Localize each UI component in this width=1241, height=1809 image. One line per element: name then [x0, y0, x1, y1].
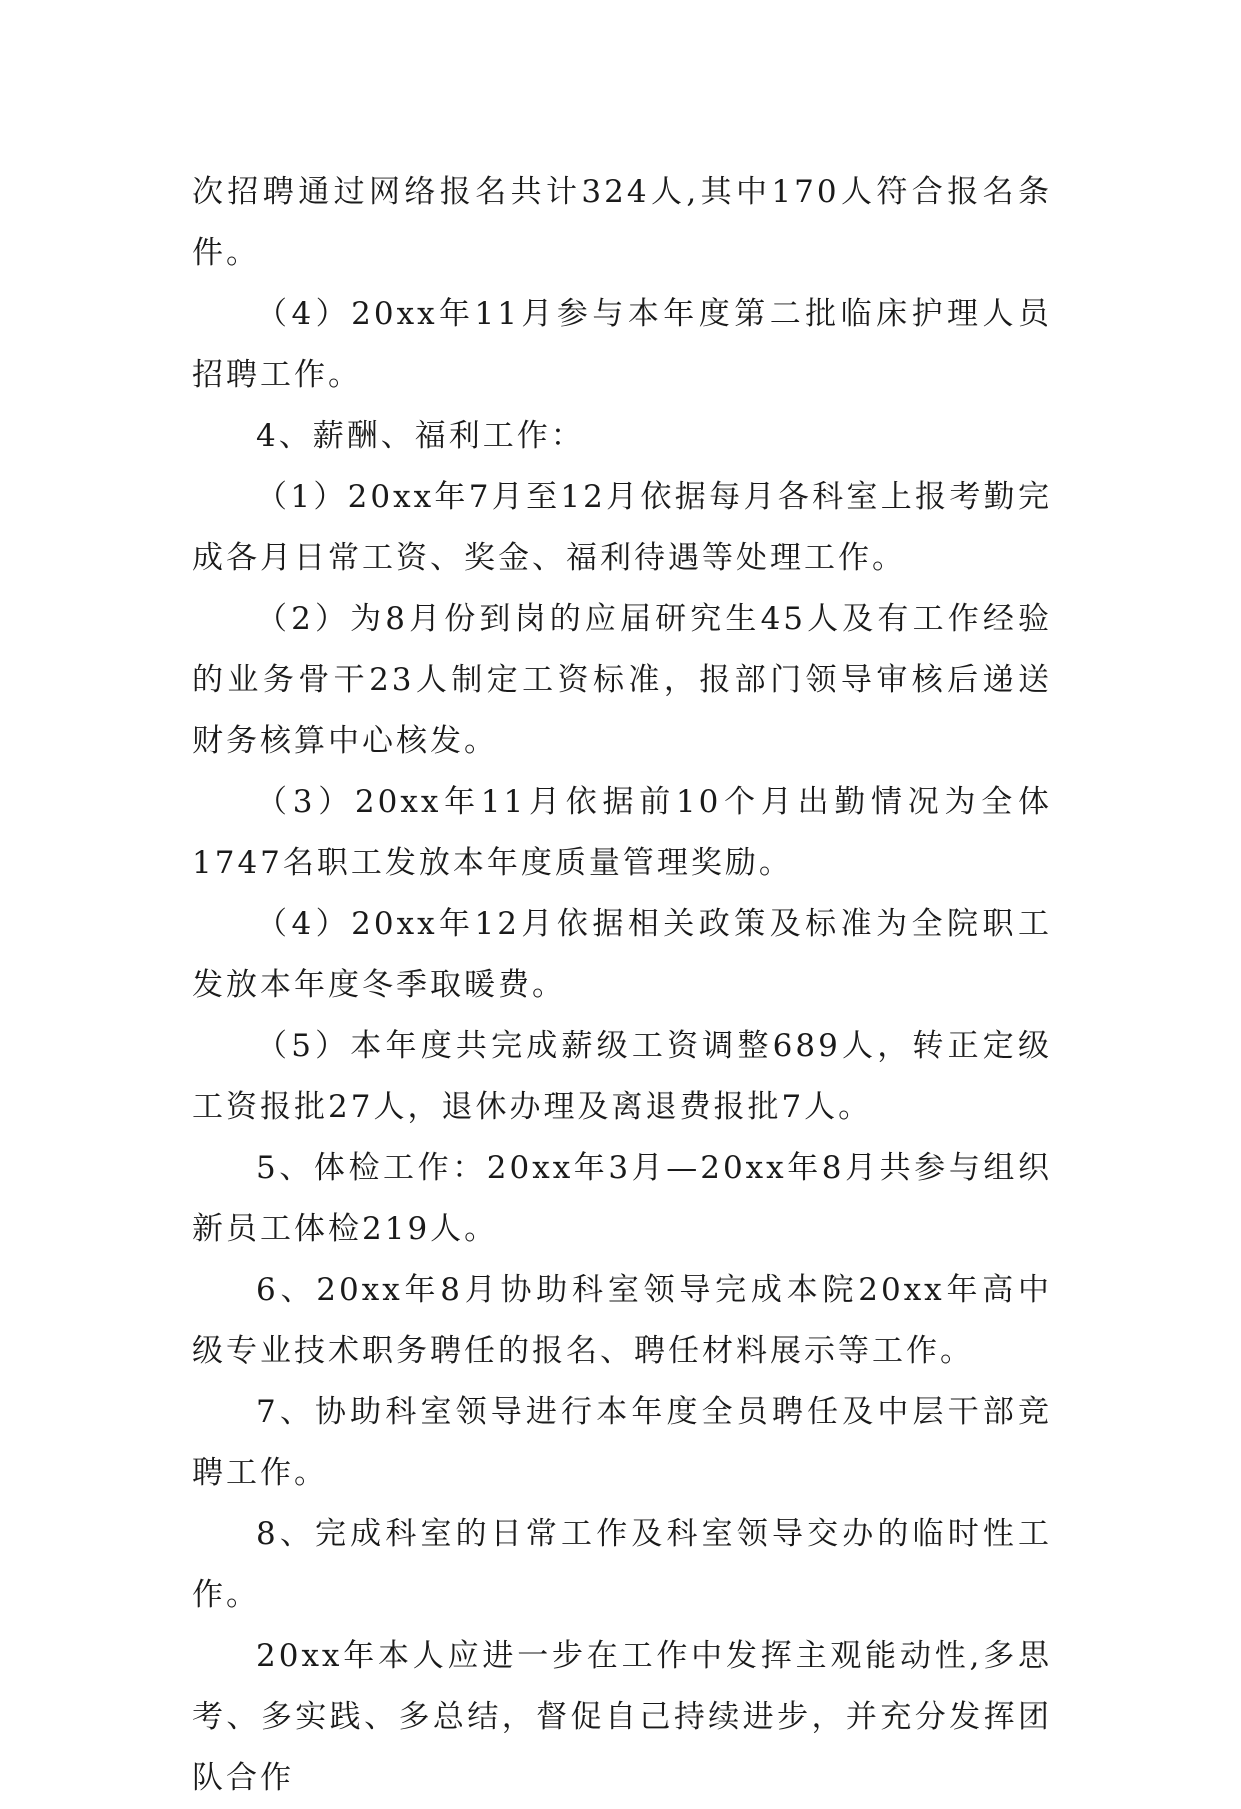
paragraph-salary-2: （2）为8月份到岗的应届研究生45人及有工作经验的业务骨干23人制定工资标准，报部门领导审核后递送财务核算中心核发。: [192, 601, 1052, 759]
paragraph-recruitment-4: （4）20xx年11月参与本年度第二批临床护理人员招聘工作。: [192, 296, 1052, 393]
paragraph-staff-appointment: 7、协助科室领导进行本年度全员聘任及中层干部竞聘工作。: [192, 1394, 1052, 1491]
paragraph-salary-5: （5）本年度共完成薪级工资调整689人，转正定级工资报批27人，退休办理及离退费报批7人。: [192, 1028, 1052, 1125]
section-heading-salary-welfare: 4、薪酬、福利工作：: [256, 418, 585, 454]
paragraph-plan: 20xx年本人应进一步在工作中发挥主观能动性,多思考、多实践、多总结，督促自己持续进步，并充分发挥团队合作: [192, 1638, 1052, 1796]
document-body: [192, 162, 1052, 1809]
paragraph-continuation: 次招聘通过网络报名共计324人,其中170人符合报名条件。: [192, 174, 1052, 271]
paragraph-daily-work: 8、完成科室的日常工作及科室领导交办的临时性工作。: [192, 1516, 1052, 1613]
paragraph-health-check: 5、体检工作：20xx年3月—20xx年8月共参与组织新员工体检219人。: [192, 1150, 1052, 1247]
paragraph-salary-3: （3）20xx年11月依据前10个月出勤情况为全体1747名职工发放本年度质量管理奖励。: [192, 784, 1052, 881]
paragraph-salary-4: （4）20xx年12月依据相关政策及标准为全院职工发放本年度冬季取暖费。: [192, 906, 1052, 1003]
paragraph-title-appointment: 6、20xx年8月协助科室领导完成本院20xx年高中级专业技术职务聘任的报名、聘任材料展示等工作。: [192, 1272, 1052, 1369]
paragraph-salary-1: （1）20xx年7月至12月依据每月各科室上报考勤完成各月日常工资、奖金、福利待遇等处理工作。: [192, 479, 1052, 576]
